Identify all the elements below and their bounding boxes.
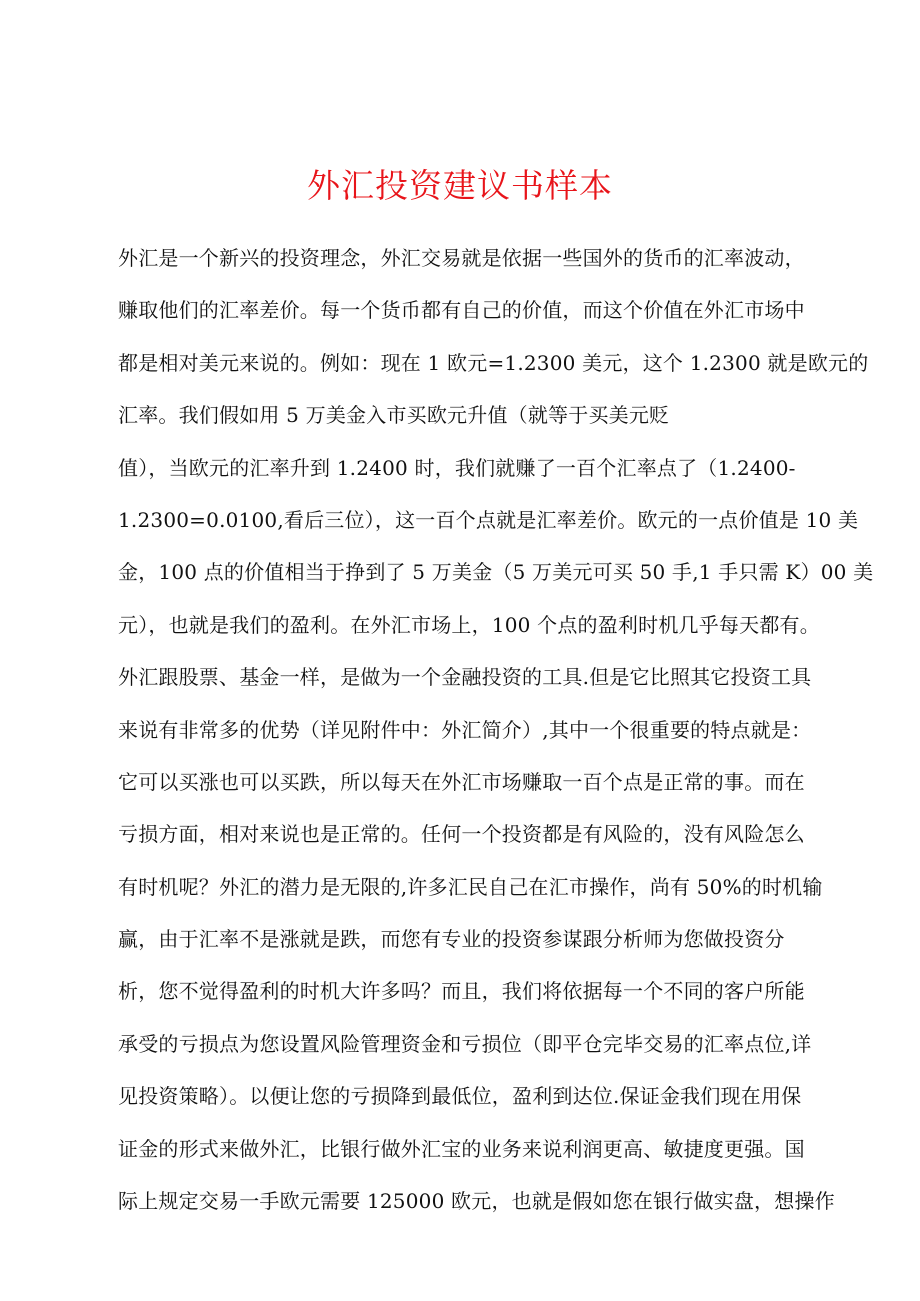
body-line: 汇率。我们假如用 5 万美金入市买欧元升值（就等于买美元贬 [118, 403, 670, 428]
body-line: 承受的亏损点为您设置风险管理资金和亏损位（即平仓完毕交易的汇率点位,详 [118, 1031, 812, 1056]
document-title: 外汇投资建议书样本 [307, 166, 613, 205]
body-line: 赚取他们的汇率差价。每一个货币都有自己的价值，而这个价值在外汇市场中 [118, 298, 805, 323]
body-line: 值），当欧元的汇率升到 1.2400 时，我们就赚了一百个汇率点了（1.2400- [118, 455, 796, 480]
body-line: 析，您不觉得盈利的时机大许多吗？而且，我们将依据每一个不同的客户所能 [118, 979, 805, 1004]
body-line: 有时机呢？外汇的潜力是无限的,许多汇民自己在汇市操作，尚有 50%的时机输 [118, 874, 823, 899]
body-line: 都是相对美元来说的。例如：现在 1 欧元=1.2300 美元，这个 1.2300 就是欧元的 [118, 350, 869, 375]
body-line: 外汇是一个新兴的投资理念，外汇交易就是依据一些国外的货币的汇率波动， [118, 246, 805, 270]
body-line: 它可以买涨也可以买跌，所以每天在外汇市场赚取一百个点是正常的事。而在 [118, 769, 805, 794]
body-line: 元），也就是我们的盈利。在外汇市场上，100 个点的盈利时机几乎每天都有。 [118, 612, 820, 637]
body-line: 际上规定交易一手欧元需要 125000 欧元，也就是假如您在银行做实盘，想操作 [118, 1189, 835, 1214]
body-line: 赢，由于汇率不是涨就是跌，而您有专业的投资参谋跟分析师为您做投资分 [118, 927, 785, 952]
body-line: 见投资策略）。以便让您的亏损降到最低位，盈利到达位.保证金我们现在用保 [118, 1084, 802, 1109]
document-body [118, 232, 874, 1227]
body-line: 1.2300=0.0100,看后三位），这一百个点就是汇率差价。欧元的一点价值是 10 美 [118, 507, 859, 532]
body-line: 金，100 点的价值相当于挣到了 5 万美金（5 万美元可买 50 手,1 手只需 K）00 美 [118, 560, 874, 585]
body-line: 来说有非常多的优势（详见附件中：外汇简介）,其中一个很重要的特点就是： [118, 717, 812, 742]
body-line: 外汇跟股票、基金一样，是做为一个金融投资的工具.但是它比照其它投资工具 [118, 665, 812, 690]
body-line: 亏损方面，相对来说也是正常的。任何一个投资都是有风险的，没有风险怎么 [118, 822, 805, 847]
body-line: 证金的形式来做外汇，比银行做外汇宝的业务来说利润更高、敏捷度更强。国 [118, 1136, 805, 1161]
